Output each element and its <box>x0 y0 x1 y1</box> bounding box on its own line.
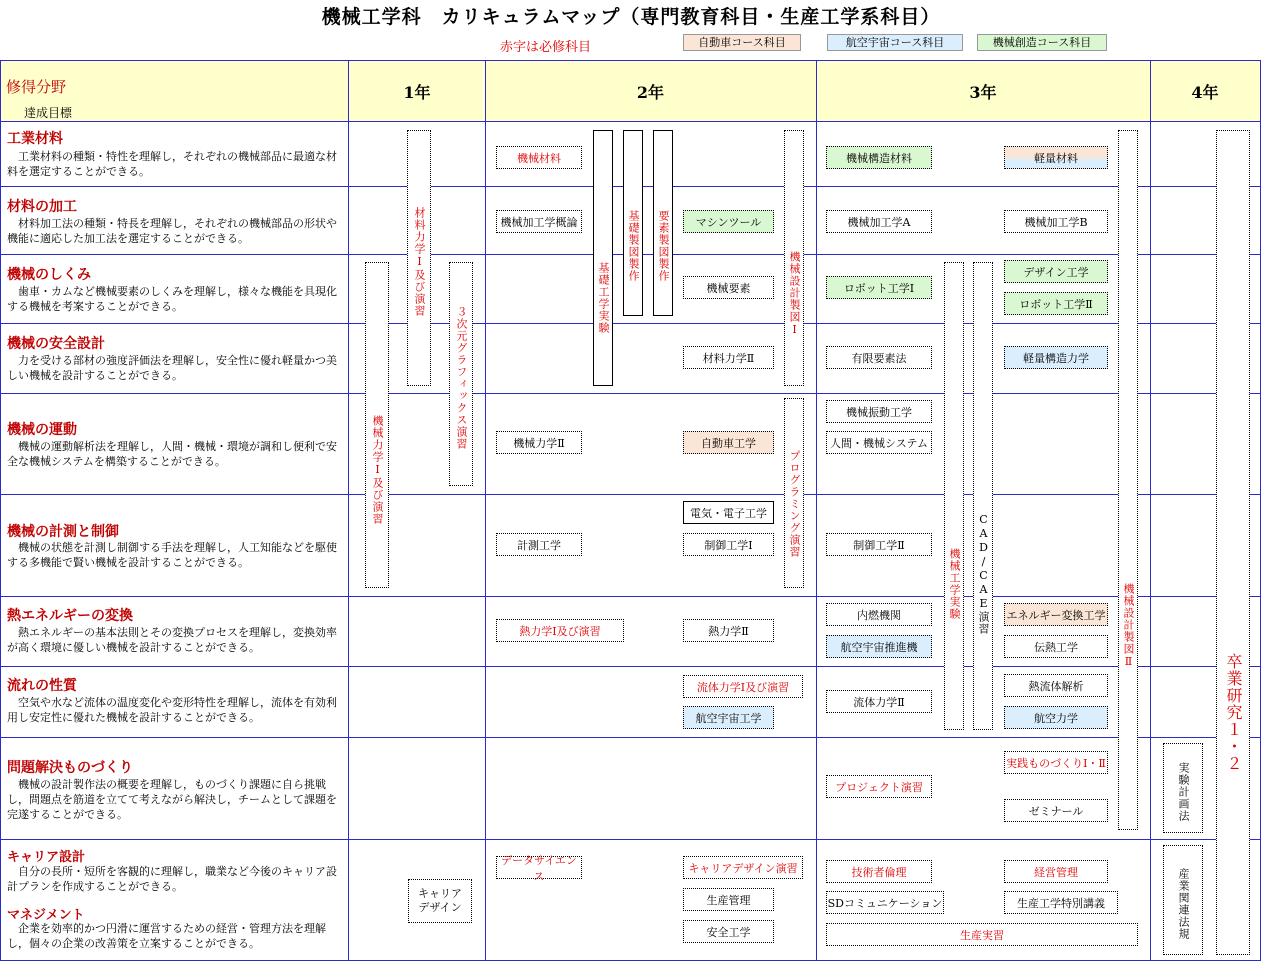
year-3-header: 3年 <box>969 83 997 102</box>
course-dennetsu: 伝熱工学 <box>1004 635 1108 658</box>
course-career-design: キャリアデザイン <box>408 879 472 923</box>
goal-header: 達成目標 <box>24 106 73 120</box>
course-cad-cae: CAD/CAE演習 <box>973 262 993 730</box>
area-title: 熱エネルギーの変換 <box>7 608 133 624</box>
area-title: マネジメント <box>7 908 85 923</box>
course-robot-2: ロボット工学Ⅱ <box>1004 292 1108 315</box>
course-kogaku-jikken: 機械工学実験 <box>944 262 964 730</box>
grid-line <box>348 60 349 961</box>
grid-line <box>485 60 486 961</box>
area-desc: 機械の運動解析法を理解し，人間・機械・環境が調和し便利で安全な機械システムを構築することができる。 <box>7 440 337 468</box>
course-kikai-rikigaku-2: 機械力学Ⅱ <box>496 431 582 454</box>
area-title: 流れの性質 <box>7 678 77 694</box>
grid-line <box>1150 60 1151 961</box>
area-desc: 空気や水など流体の温度変化や変形特性を理解し，流体を有効利用し安定性に優れた機械を設計することができる。 <box>7 696 337 724</box>
page-title: 機械工学科 カリキュラムマップ（専門教育科目・生産工学系科目） <box>321 6 941 28</box>
course-denki-denshi: 電気・電子工学 <box>683 501 774 524</box>
grid-line <box>816 60 817 961</box>
course-seisan-tokubetsu: 生産工学特別講義 <box>1004 891 1118 914</box>
area-title: 機械の計測と制御 <box>7 524 119 540</box>
legend-aero: 航空宇宙コース科目 <box>827 34 963 51</box>
grid-line <box>0 60 1260 61</box>
course-kikai-kakou-gairon: 機械加工学概論 <box>496 210 582 233</box>
area-desc: 機械の状態を計測し制御する手法を理解し，人工知能などを駆使する多機能で賢い機械を設計することができる。 <box>7 541 337 569</box>
area-desc: 力を受ける部材の強度評価法を理解し，安全性に優れ軽量かつ美しい機械を設計することができる。 <box>7 354 337 382</box>
course-keiryo-kozo: 軽量構造力学 <box>1004 346 1108 369</box>
course-data-science: データサイエンス <box>496 856 582 879</box>
course-yoso-seizu: 要素製図製作 <box>653 130 673 316</box>
course-sotsugyo: 卒業研究１・２ <box>1216 130 1250 955</box>
year-4-header: 4年 <box>1191 83 1219 102</box>
area-desc: 工業材料の種類・特性を理解し，それぞれの機械部品に最適な材料を選定することができる。 <box>7 150 337 178</box>
course-keisoku: 計測工学 <box>496 533 582 556</box>
year-2-header: 2年 <box>636 83 665 102</box>
course-career-design-ex: キャリアデザイン演習 <box>683 856 803 879</box>
course-energy-henkan: エネルギー変換工学 <box>1004 603 1108 626</box>
area-desc: 自分の長所・短所を客観的に理解し，職業など今後のキャリア設計プランを作成することができる。 <box>7 865 337 893</box>
course-keiei: 経営管理 <box>1004 860 1108 883</box>
course-zairyo-rikigaku-2: 材料力学Ⅱ <box>683 346 774 369</box>
course-seisan-jisshu: 生産実習 <box>826 923 1138 946</box>
course-kikai-zairyo: 機械材料 <box>496 146 582 169</box>
course-sekkei-1: 機械設計製図Ⅰ <box>784 130 804 386</box>
course-3d-graphics: ３次元グラフィックス演習 <box>449 262 473 486</box>
course-design-kogaku: デザイン工学 <box>1004 260 1108 283</box>
area-desc: 材料加工法の種類・特長を理解し，それぞれの機械部品の形状や機能に適応した加工法を選定することができる。 <box>7 217 337 245</box>
grid-line <box>0 121 1260 122</box>
course-koku-rikigaku: 航空力学 <box>1004 706 1108 729</box>
grid-line <box>0 393 1260 394</box>
course-kikai-kakou-a: 機械加工学A <box>826 210 932 233</box>
course-zairyo-rikigaku-1: 材料力学Ⅰ及び演習 <box>407 130 431 386</box>
grid-line <box>0 737 1260 738</box>
area-desc: 企業を効率的かつ円滑に運営するための経営・管理方法を理解し，個々の企業の改善策を立案することができる。 <box>7 922 326 950</box>
area-title: 機械のしくみ <box>7 267 91 283</box>
course-sd-comm: SDコミュニケーション <box>826 891 944 914</box>
course-netsu-ryutai: 熱流体解析 <box>1004 674 1108 697</box>
course-jikken-keikaku: 実験計画法 <box>1163 743 1203 833</box>
course-koku-uchu: 航空宇宙工学 <box>683 706 774 729</box>
grid-line <box>0 666 1260 667</box>
course-ryutai-2: 流体力学Ⅱ <box>826 690 932 713</box>
course-jissen: 実践ものづくりⅠ・Ⅱ <box>1004 751 1108 774</box>
course-anzen: 安全工学 <box>683 920 774 943</box>
course-keiryo-zairyo: 軽量材料 <box>1004 146 1108 169</box>
course-seminar: ゼミナール <box>1004 799 1108 822</box>
course-netsu-rikigaku-2: 熱力学Ⅱ <box>683 619 774 642</box>
course-kikai-shindo: 機械振動工学 <box>826 400 932 423</box>
course-kikai-kakou-b: 機械加工学B <box>1004 210 1108 233</box>
grid-line <box>0 323 1260 324</box>
area-title: 機械の運動 <box>7 422 77 438</box>
course-kikai-kozo-zairyo: 機械構造材料 <box>826 146 932 169</box>
course-robot-1: ロボット工学Ⅰ <box>826 276 932 299</box>
area-desc: 熱エネルギーの基本法則とその変換プロセスを理解し，変換効率が高く環境に優しい機械を設計することができる。 <box>7 626 337 654</box>
course-programming: プログラミング演習 <box>784 398 804 588</box>
grid-line <box>0 494 1260 495</box>
course-kiso-seizu: 基礎製図製作 <box>623 130 643 316</box>
course-netsu-rikigaku-1: 熱力学Ⅰ及び演習 <box>496 619 624 642</box>
legend-mfg: 機械創造コース科目 <box>977 34 1107 51</box>
grid-line <box>0 596 1260 597</box>
course-seigyo-2: 制御工学Ⅱ <box>826 533 932 556</box>
area-desc: 機械の設計製作法の概要を理解し，ものづくり課題に自ら挑戦し，問題点を筋道を立てて考えながら解決し，チームとして課題を完遂することができる。 <box>7 778 337 821</box>
course-yugen-yoso: 有限要素法 <box>826 346 932 369</box>
course-nainen: 内燃機関 <box>826 603 932 626</box>
course-koku-suishin: 航空宇宙推進機 <box>826 635 932 658</box>
area-title: 材料の加工 <box>7 199 77 215</box>
course-kiso-jikken: 基礎工学実験 <box>593 130 613 386</box>
year-1-header: 1年 <box>403 83 431 102</box>
area-title: 工業材料 <box>7 131 63 147</box>
course-kikai-yoso: 機械要素 <box>683 276 774 299</box>
course-gijutsusha: 技術者倫理 <box>826 860 932 883</box>
grid-line <box>0 60 1 961</box>
legend-auto: 自動車コース科目 <box>683 34 801 51</box>
grid-line <box>0 839 1260 840</box>
course-seisan-kanri: 生産管理 <box>683 888 774 911</box>
field-header: 修得分野 <box>6 78 67 96</box>
course-machine-tool: マシンツール <box>683 210 774 233</box>
required-legend: 赤字は必修科目 <box>500 40 592 55</box>
grid-line <box>1260 60 1261 961</box>
course-ryutai-1: 流体力学Ⅰ及び演習 <box>683 675 803 698</box>
course-sangyo-hoki: 産業関連法規 <box>1163 845 1203 955</box>
area-title: 問題解決ものづくり <box>7 760 133 776</box>
grid-line <box>0 960 1260 961</box>
course-sekkei-2: 機械設計製図Ⅱ <box>1118 130 1138 830</box>
course-project: プロジェクト演習 <box>826 775 932 798</box>
area-title: キャリア設計 <box>7 850 86 865</box>
course-seigyo-1: 制御工学Ⅰ <box>683 533 774 556</box>
area-desc: 歯車・カムなど機械要素のしくみを理解し，様々な機能を具現化する機械を考案することができる。 <box>7 285 337 313</box>
course-ningen-kikai: 人間・機械システム <box>826 431 932 454</box>
course-jidosha: 自動車工学 <box>683 431 774 454</box>
area-title: 機械の安全設計 <box>7 336 105 352</box>
course-kikai-rikigaku-1: 機械力学Ⅰ及び演習 <box>365 262 389 588</box>
